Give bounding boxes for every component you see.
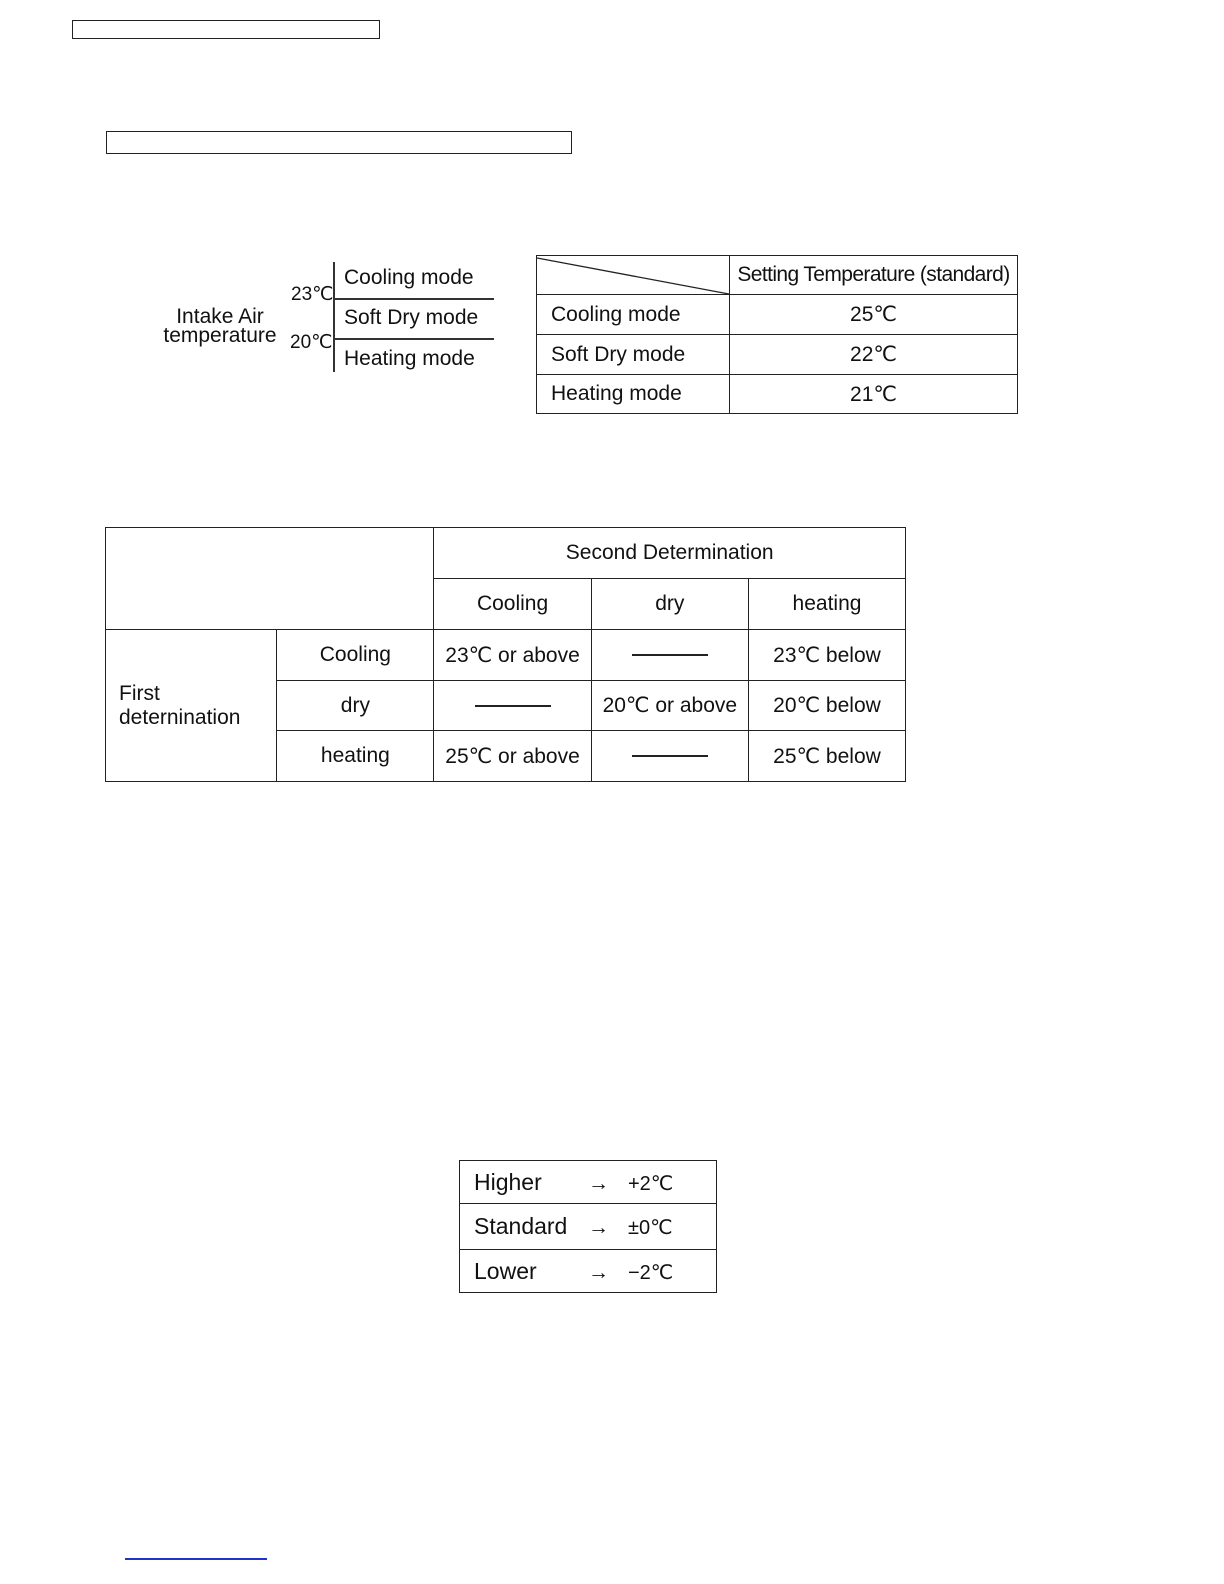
offset-level: Higher — [474, 1168, 542, 1195]
determination-cell-empty — [434, 681, 591, 731]
offset-level: Lower — [474, 1257, 537, 1284]
dash-mark — [475, 705, 551, 707]
determination-table — [105, 527, 906, 782]
diagonal-header-cell — [537, 256, 730, 295]
determination-cell: 25℃ or above — [434, 731, 591, 782]
setting-temperature-table — [536, 255, 1018, 414]
blank-corner-cell — [106, 528, 434, 630]
column-header-heating: heating — [748, 579, 905, 630]
determination-cell: 20℃ below — [748, 681, 905, 731]
diagram-mode-soft-dry: Soft Dry mode — [344, 306, 479, 329]
setting-row-temp: 21℃ — [730, 375, 1018, 414]
first-label-line2: deternination — [119, 705, 241, 729]
arrow-icon: → — [588, 1216, 609, 1239]
column-header-cooling: Cooling — [434, 579, 591, 630]
first-determination-label — [106, 630, 277, 782]
offset-row — [460, 1161, 717, 1204]
setting-row-mode: Soft Dry mode — [537, 335, 730, 375]
row-header-cooling: Cooling — [277, 630, 434, 681]
diagonal-line — [537, 256, 729, 294]
dash-mark — [632, 654, 708, 656]
determination-cell: 23℃ below — [748, 630, 905, 681]
setting-row-temp: 22℃ — [730, 335, 1018, 375]
intake-label — [150, 307, 290, 345]
determination-cell-empty — [591, 630, 748, 681]
column-header-dry: dry — [591, 579, 748, 630]
section-title-box — [106, 131, 572, 154]
intake-label-line1: Intake Air — [176, 305, 264, 328]
row-header-heating: heating — [277, 731, 434, 782]
arrow-icon: → — [588, 1260, 609, 1284]
offset-value: ±0℃ — [628, 1217, 673, 1239]
setting-row-mode: Cooling mode — [537, 295, 730, 335]
header-box-top — [72, 20, 380, 39]
offset-level: Standard — [474, 1213, 568, 1239]
setting-row-mode: Heating mode — [537, 375, 730, 414]
diagram-mode-heating: Heating mode — [344, 347, 475, 370]
row-header-dry: dry — [277, 681, 434, 731]
diagram-vertical-line — [333, 262, 335, 372]
intake-label-line2: temperature — [163, 324, 277, 347]
offset-table — [459, 1160, 717, 1293]
arrow-icon: → — [588, 1171, 609, 1195]
offset-row — [460, 1250, 717, 1293]
threshold-high: 23℃ — [291, 284, 334, 305]
diagram-divider-low — [333, 338, 494, 340]
offset-value: −2℃ — [628, 1261, 674, 1284]
setting-temp-header: Setting Temperature (standard) — [730, 256, 1018, 295]
diagram-mode-cooling: Cooling mode — [344, 266, 474, 289]
diagram-divider-high — [333, 298, 494, 300]
setting-row-temp: 25℃ — [730, 295, 1018, 335]
second-determination-header: Second Determination — [434, 528, 906, 579]
dash-mark — [632, 755, 708, 757]
determination-cell-empty — [591, 731, 748, 782]
footer-link-underline[interactable] — [125, 1558, 267, 1560]
offset-value: +2℃ — [628, 1172, 674, 1195]
threshold-low: 20℃ — [290, 332, 333, 353]
determination-cell: 20℃ or above — [591, 681, 748, 731]
determination-cell: 25℃ below — [748, 731, 905, 782]
determination-cell: 23℃ or above — [434, 630, 591, 681]
first-label-line1: First — [119, 681, 160, 705]
offset-row — [460, 1204, 717, 1250]
